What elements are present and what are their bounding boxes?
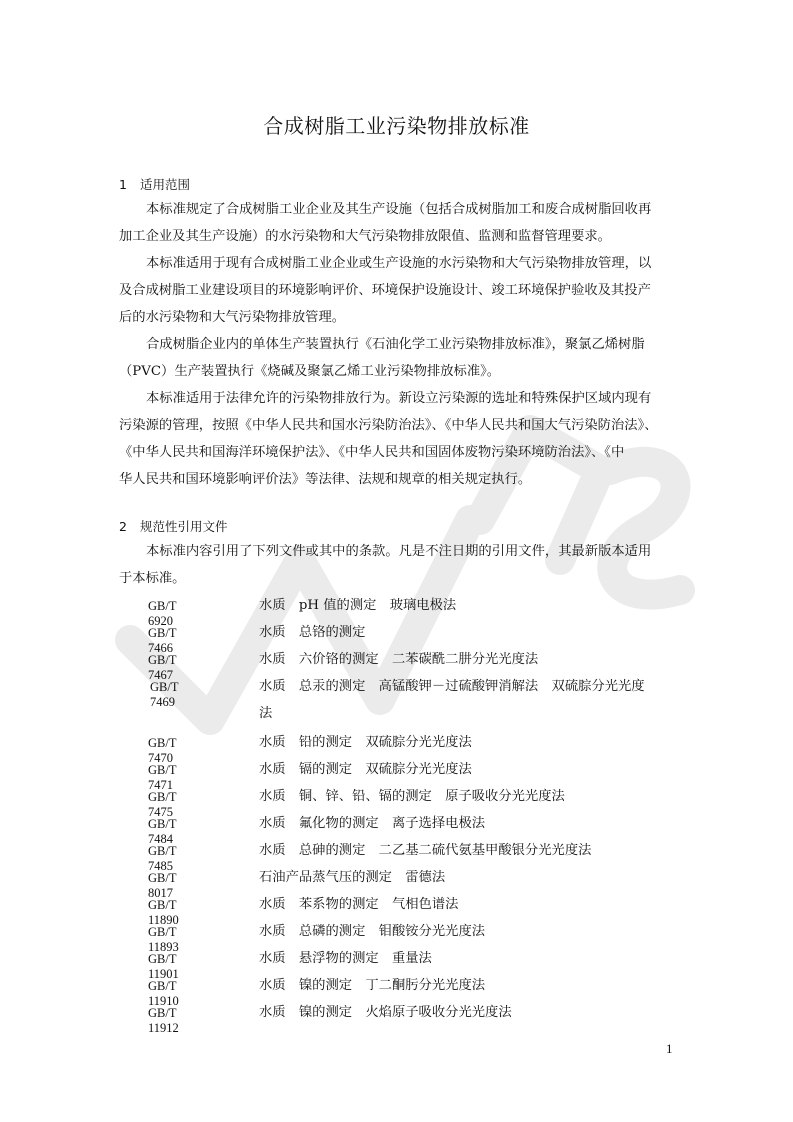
reference-code: GB/T 6920 bbox=[148, 599, 177, 628]
reference-code: GB/T 11912 bbox=[148, 1006, 179, 1035]
reference-title: 水质 总砷的测定 二乙基二硫代氨基甲酸银分光光度法 bbox=[259, 843, 592, 858]
reference-title: 石油产品蒸气压的测定 雷德法 bbox=[259, 870, 446, 885]
reference-code: GB/T 7485 bbox=[148, 844, 177, 873]
reference-title: 水质 铜、锌、铅、镉的测定 原子吸收分光光度法 bbox=[259, 789, 565, 804]
reference-code: GB/T 7484 bbox=[148, 817, 177, 846]
reference-code: GB/T 11901 bbox=[148, 952, 179, 981]
section-title: 适用范围 bbox=[140, 177, 191, 192]
reference-title: 水质 总汞的测定 高锰酸钾－过硫酸钾消解法 双硫腙分光光度 bbox=[259, 679, 645, 694]
reference-code: GB/T 7467 bbox=[148, 653, 177, 682]
reference-code: GB/T 8017 bbox=[148, 871, 177, 900]
reference-title: 水质 铅的测定 双硫腙分光光度法 bbox=[259, 735, 472, 750]
paragraph bbox=[119, 196, 674, 250]
reference-title: 水质 六价铬的测定 二苯碳酰二肼分光光度法 bbox=[259, 652, 539, 667]
reference-title: 水质 镉的测定 双硫腙分光光度法 bbox=[259, 762, 472, 777]
text-line: 合成树脂企业内的单体生产装置执行《石油化学工业污染物排放标准》，聚氯乙烯树脂 bbox=[146, 337, 645, 352]
section-heading-normative-references bbox=[119, 517, 228, 535]
reference-title: 水质 pH 值的测定 玻璃电极法 bbox=[259, 598, 457, 613]
reference-code: GB/T 11893 bbox=[148, 925, 179, 954]
section-number: 2 bbox=[119, 519, 127, 534]
reference-code: GB/T 11890 bbox=[148, 898, 179, 927]
text-line: 本标准内容引用了下列文件或其中的条款。凡是不注日期的引用文件，其最新版本适用 bbox=[146, 544, 652, 559]
section-heading-scope bbox=[119, 175, 190, 193]
page-number: 1 bbox=[666, 1041, 673, 1056]
reference-code: GB/T 7469 bbox=[150, 680, 179, 709]
reference-title: 水质 氟化物的测定 离子选择电极法 bbox=[259, 816, 486, 831]
section-number: 1 bbox=[119, 177, 127, 192]
section-title: 规范性引用文件 bbox=[140, 519, 228, 534]
reference-title: 水质 总铬的测定 bbox=[259, 625, 366, 640]
reference-title: 水质 总磷的测定 钼酸铵分光光度法 bbox=[259, 924, 486, 939]
text-line: 本标准适用于现有合成树脂工业企业或生产设施的水污染物和大气污染物排放管理，以 bbox=[146, 256, 652, 271]
reference-code: GB/T 7470 bbox=[148, 736, 177, 765]
text-line: 华人民共和国环境影响评价法》等法律、法规和规章的相关规定执行。 bbox=[119, 472, 532, 487]
paragraph bbox=[119, 331, 674, 385]
reference-code: GB/T 7466 bbox=[148, 626, 177, 655]
reference-title: 水质 悬浮物的测定 重量法 bbox=[259, 951, 432, 966]
paragraph bbox=[119, 250, 674, 331]
text-line: 污染源的管理，按照《中华人民共和国水污染防治法》、《中华人民共和国大气污染防治法》、 bbox=[119, 418, 658, 433]
reference-code: GB/T 11910 bbox=[148, 979, 179, 1008]
text-line: 加工企业及其生产设施）的水污染物和大气污染物排放限值、监测和监督管理要求。 bbox=[119, 229, 611, 244]
reference-title-continued: 法 bbox=[259, 706, 273, 721]
reference-title: 水质 苯系物的测定 气相色谱法 bbox=[259, 897, 459, 912]
text-line: 及合成树脂工业建设项目的环境影响评价、环境保护设施设计、竣工环境保护验收及其投产 bbox=[119, 283, 651, 298]
text-line: 于本标准。 bbox=[119, 571, 186, 586]
reference-code: GB/T 7475 bbox=[148, 790, 177, 819]
text-line: 本标准规定了合成树脂工业企业及其生产设施（包括合成树脂加工和废合成树脂回收再 bbox=[146, 202, 652, 217]
reference-title: 水质 镍的测定 火焰原子吸收分光光度法 bbox=[259, 1005, 512, 1020]
paragraph bbox=[119, 538, 674, 592]
reference-title: 水质 镍的测定 丁二酮肟分光光度法 bbox=[259, 978, 486, 993]
paragraph bbox=[119, 385, 674, 493]
document-title: 合成树脂工业污染物排放标准 bbox=[263, 114, 530, 138]
reference-code: GB/T 7471 bbox=[148, 763, 177, 792]
text-line: 后的水污染物和大气污染物排放管理。 bbox=[119, 310, 346, 325]
text-line: 《中华人民共和国海洋环境保护法》、《中华人民共和国固体废物污染环境防治法》、《中 bbox=[119, 445, 625, 460]
text-line: （PVC）生产装置执行《烧碱及聚氯乙烯工业污染物排放标准》。 bbox=[119, 364, 501, 379]
text-line: 本标准适用于法律允许的污染物排放行为。新设立污染源的选址和特殊保护区域内现有 bbox=[146, 391, 652, 406]
